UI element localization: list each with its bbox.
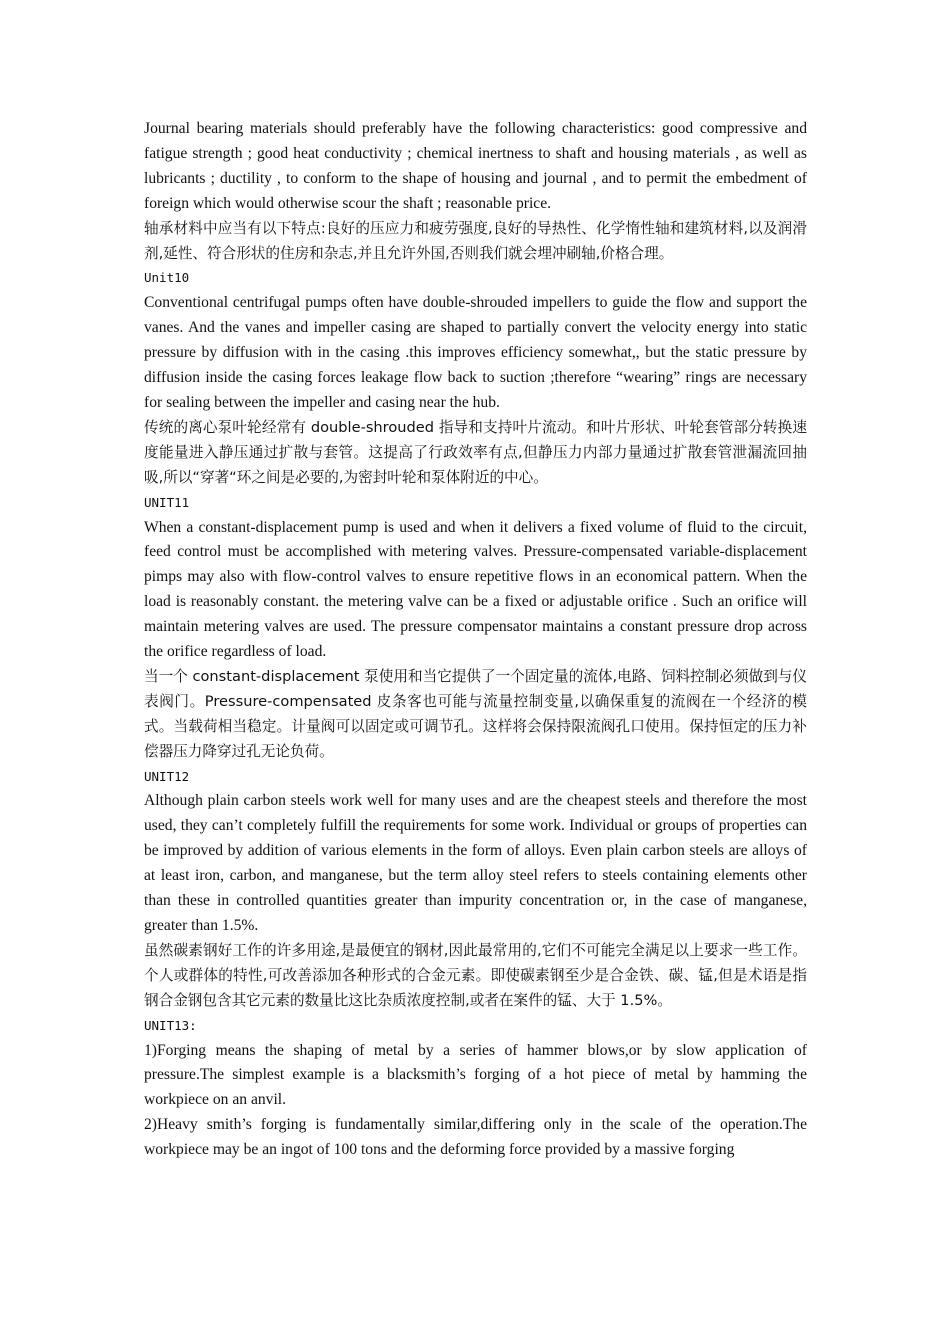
document-page: [144, 117, 807, 1163]
paragraph-forging-1-en: 1)Forging means the shaping of metal by a series of hammer blows,or by slow application of pressure.The simplest example is a blacksmith’s forging of a hot piece of metal by hamming the workpiece on an anvil.: [144, 1041, 807, 1109]
paragraph-alloy-steel-zh: 虽然碳素钢好工作的许多用途,是最便宜的钢材,因此最常用的,它们不可能完全满足以上要求一些工作。个人或群体的特性,可改善添加各种形式的合金元素。即使碳素钢至少是合金铁、碳、锰,但是术语是指钢合金钢包含其它元素的数量比这比杂质浓度控制,或者在案件的锰、大于 1.5%。: [144, 941, 807, 1009]
paragraph-centrifugal-pumps-en: Conventional centrifugal pumps often have double-shrouded impellers to guide the flow and support the vanes. And the vanes and impeller casing are shaped to partially convert the velocity energy into static pressure by diffusion with in the casing .this improves efficiency somewhat,, but the static pressure by diffusion inside the casing forces leakage flow back to suction ;therefore “wearing” rings are necessary for sealing between the impeller and casing near the hub.: [144, 294, 807, 411]
paragraph-displacement-pump-en: When a constant-displacement pump is used and when it delivers a fixed volume of fluid to the circuit, feed control must be accomplished with metering valves. Pressure-compensated variable-displacement pimps may also with flow-control valves to ensure repetitive flows in an economical pattern. When the load is reasonably constant. the metering valve can be a fixed or adjustable orifice . Such an orifice will maintain metering valves are used. The pressure compensator maintains a constant pressure drop across the orifice regardless of load.: [144, 518, 807, 661]
paragraph-displacement-pump-zh: 当一个 constant-displacement 泵使用和当它提供了一个固定量的流体,电路、饲料控制必须做到与仪表阀门。Pressure-compensated 皮条客也可能与流量控制变量,以确保重复的流阀在一个经济的模式。当载荷相当稳定。计量阀可以固定或可调节孔。这样将会保持限流阀孔口使用。保持恒定的压力补偿器压力降穿过孔无论负荷。: [144, 667, 807, 760]
paragraph-alloy-steel-en: Although plain carbon steels work well for many uses and are the cheapest steels and therefore the most used, they can’t completely fulfill the requirements for some work. Individual or groups of properties can be improved by addition of various elements in the form of alloys. Even plain carbon steels are alloys of at least iron, carbon, and manganese, but the term alloy steel refers to steels containing elements other than these in controlled quantities greater than impurity concentration or, in the case of manganese, greater than 1.5%.: [144, 792, 807, 934]
unit11-heading: UNIT11: [144, 494, 190, 510]
unit12-heading: UNIT12: [144, 768, 190, 784]
unit10-heading: Unit10: [144, 270, 190, 286]
paragraph-journal-bearing-en: Journal bearing materials should preferably have the following characteristics: good compressive and fatigue strength ; good heat conductivity ; chemical inertness to shaft and housing materials , as well as lubricants ; ductility , to conform to the shape of housing and journal , and to permit the embedment of foreign which would otherwise scour the shaft ; reasonable price.: [144, 120, 807, 212]
paragraph-forging-2-en: 2)Heavy smith’s forging is fundamentally similar,differing only in the scale of the operation.The workpiece may be an ingot of 100 tons and the deforming force provided by a massive forging: [144, 1116, 807, 1159]
paragraph-journal-bearing-zh: 轴承材料中应当有以下特点:良好的压应力和疲劳强度,良好的导热性、化学惰性轴和建筑材料,以及润滑剂,延性、符合形状的住房和杂志,并且允许外国,否则我们就会埋冲刷轴,价格合理。: [144, 219, 807, 262]
unit13-heading: UNIT13:: [144, 1017, 197, 1033]
paragraph-centrifugal-pumps-zh: 传统的离心泵叶轮经常有 double-shrouded 指导和支持叶片流动。和叶片形状、叶轮套管部分转换速度能量进入静压通过扩散与套管。这提高了行政效率有点,但静压力内部力量通过扩散套管泄漏流回抽吸,所以“穿著“环之间是必要的,为密封叶轮和泵体附近的中心。: [144, 418, 807, 486]
